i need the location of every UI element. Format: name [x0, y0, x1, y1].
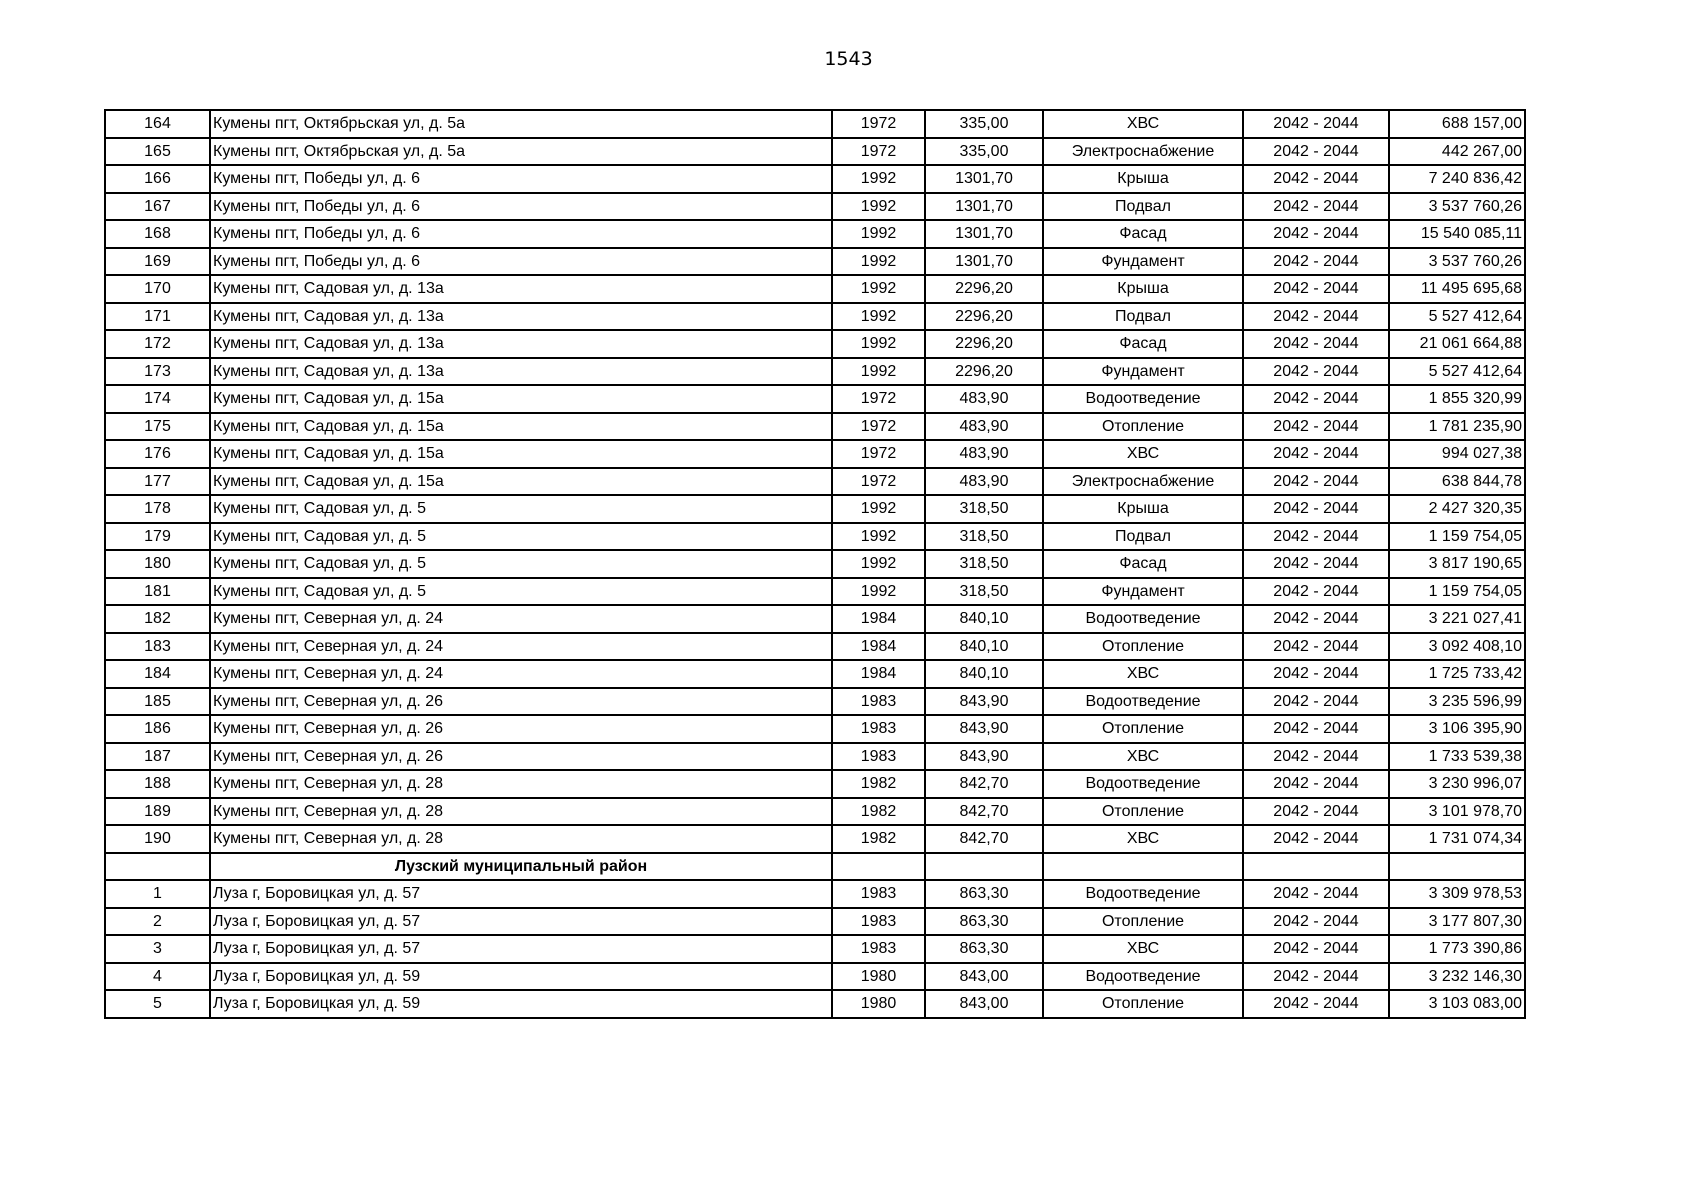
table-row [105, 495, 1525, 523]
address-cell: Кумены пгт, Садовая ул, д. 5 [210, 523, 832, 551]
table-row [105, 770, 1525, 798]
period-cell: 2042 - 2044 [1243, 303, 1389, 331]
table-row [105, 798, 1525, 826]
row-number-cell: 183 [105, 633, 210, 661]
row-number-cell: 185 [105, 688, 210, 716]
cost-cell: 1 725 733,42 [1389, 660, 1525, 688]
row-number-cell: 182 [105, 605, 210, 633]
row-number-cell: 164 [105, 110, 210, 138]
period-cell: 2042 - 2044 [1243, 468, 1389, 496]
cost-cell: 5 527 412,64 [1389, 303, 1525, 331]
area-cell: 840,10 [925, 633, 1043, 661]
period-cell: 2042 - 2044 [1243, 110, 1389, 138]
table-row [105, 550, 1525, 578]
address-cell: Кумены пгт, Садовая ул, д. 15а [210, 440, 832, 468]
area-cell: 2296,20 [925, 330, 1043, 358]
cost-cell: 3 092 408,10 [1389, 633, 1525, 661]
work-type-cell: Фундамент [1043, 248, 1243, 276]
table-row [105, 743, 1525, 771]
work-type-cell: Отопление [1043, 798, 1243, 826]
year-built-cell: 1983 [832, 908, 925, 936]
cost-cell: 1 731 074,34 [1389, 825, 1525, 853]
period-cell: 2042 - 2044 [1243, 825, 1389, 853]
period-cell: 2042 - 2044 [1243, 165, 1389, 193]
work-type-cell: Отопление [1043, 715, 1243, 743]
work-type-cell: Фасад [1043, 220, 1243, 248]
address-cell: Кумены пгт, Садовая ул, д. 13а [210, 330, 832, 358]
period-cell: 2042 - 2044 [1243, 715, 1389, 743]
year-built-cell: 1983 [832, 880, 925, 908]
table-row [105, 880, 1525, 908]
area-cell: 840,10 [925, 660, 1043, 688]
area-cell: 843,90 [925, 715, 1043, 743]
period-cell: 2042 - 2044 [1243, 440, 1389, 468]
row-number-cell: 176 [105, 440, 210, 468]
work-type-cell: Водоотведение [1043, 770, 1243, 798]
table-row [105, 468, 1525, 496]
work-type-cell: Водоотведение [1043, 605, 1243, 633]
cost-cell: 3 101 978,70 [1389, 798, 1525, 826]
year-built-cell: 1972 [832, 468, 925, 496]
work-type-cell: Водоотведение [1043, 963, 1243, 991]
section-title: Лузский муниципальный район [210, 853, 832, 881]
area-cell: 843,00 [925, 963, 1043, 991]
address-cell: Кумены пгт, Октябрьская ул, д. 5а [210, 138, 832, 166]
row-number-cell: 167 [105, 193, 210, 221]
area-cell: 483,90 [925, 468, 1043, 496]
year-built-cell: 1972 [832, 385, 925, 413]
area-cell: 843,00 [925, 990, 1043, 1018]
row-number-cell: 5 [105, 990, 210, 1018]
work-type-cell: Фундамент [1043, 578, 1243, 606]
cost-cell: 3 235 596,99 [1389, 688, 1525, 716]
work-type-cell: ХВС [1043, 110, 1243, 138]
area-cell: 1301,70 [925, 248, 1043, 276]
work-type-cell: ХВС [1043, 825, 1243, 853]
area-cell: 335,00 [925, 138, 1043, 166]
table-row [105, 275, 1525, 303]
area-cell: 843,90 [925, 688, 1043, 716]
period-cell: 2042 - 2044 [1243, 220, 1389, 248]
period-cell: 2042 - 2044 [1243, 138, 1389, 166]
row-number-cell: 187 [105, 743, 210, 771]
year-built-cell: 1983 [832, 715, 925, 743]
area-cell: 318,50 [925, 523, 1043, 551]
row-number-cell: 188 [105, 770, 210, 798]
area-cell: 1301,70 [925, 220, 1043, 248]
work-type-cell: ХВС [1043, 935, 1243, 963]
period-cell [1243, 853, 1389, 881]
cost-cell: 3 103 083,00 [1389, 990, 1525, 1018]
period-cell: 2042 - 2044 [1243, 248, 1389, 276]
cost-cell: 21 061 664,88 [1389, 330, 1525, 358]
work-type-cell: Отопление [1043, 413, 1243, 441]
cost-cell: 2 427 320,35 [1389, 495, 1525, 523]
year-built-cell: 1984 [832, 633, 925, 661]
cost-cell: 3 230 996,07 [1389, 770, 1525, 798]
cost-cell: 5 527 412,64 [1389, 358, 1525, 386]
year-built-cell: 1980 [832, 990, 925, 1018]
table-row [105, 330, 1525, 358]
year-built-cell: 1982 [832, 798, 925, 826]
table-row [105, 825, 1525, 853]
table-row [105, 413, 1525, 441]
table-row [105, 935, 1525, 963]
year-built-cell: 1992 [832, 495, 925, 523]
work-type-cell: Водоотведение [1043, 385, 1243, 413]
address-cell: Кумены пгт, Победы ул, д. 6 [210, 165, 832, 193]
area-cell: 318,50 [925, 495, 1043, 523]
row-number-cell: 174 [105, 385, 210, 413]
area-cell: 843,90 [925, 743, 1043, 771]
address-cell: Луза г, Боровицкая ул, д. 59 [210, 990, 832, 1018]
address-cell: Кумены пгт, Садовая ул, д. 15а [210, 385, 832, 413]
cost-cell: 1 159 754,05 [1389, 578, 1525, 606]
period-cell: 2042 - 2044 [1243, 413, 1389, 441]
period-cell: 2042 - 2044 [1243, 578, 1389, 606]
address-cell: Луза г, Боровицкая ул, д. 57 [210, 880, 832, 908]
work-type-cell: Подвал [1043, 303, 1243, 331]
address-cell: Кумены пгт, Садовая ул, д. 13а [210, 275, 832, 303]
address-cell: Кумены пгт, Садовая ул, д. 15а [210, 468, 832, 496]
row-number-cell: 177 [105, 468, 210, 496]
cost-cell: 1 855 320,99 [1389, 385, 1525, 413]
row-number-cell: 165 [105, 138, 210, 166]
work-type-cell: Фасад [1043, 550, 1243, 578]
year-built-cell: 1972 [832, 440, 925, 468]
work-type-cell: Электроснабжение [1043, 138, 1243, 166]
cost-cell: 3 309 978,53 [1389, 880, 1525, 908]
area-cell: 335,00 [925, 110, 1043, 138]
work-type-cell: Фасад [1043, 330, 1243, 358]
year-built-cell: 1992 [832, 165, 925, 193]
address-cell: Кумены пгт, Садовая ул, д. 13а [210, 303, 832, 331]
cost-cell: 3 537 760,26 [1389, 193, 1525, 221]
year-built-cell: 1982 [832, 770, 925, 798]
table-row [105, 523, 1525, 551]
period-cell: 2042 - 2044 [1243, 688, 1389, 716]
address-cell: Кумены пгт, Северная ул, д. 28 [210, 798, 832, 826]
address-cell: Кумены пгт, Северная ул, д. 28 [210, 770, 832, 798]
address-cell: Луза г, Боровицкая ул, д. 59 [210, 963, 832, 991]
table-row [105, 385, 1525, 413]
table-row [105, 110, 1525, 138]
area-cell: 318,50 [925, 578, 1043, 606]
year-built-cell: 1992 [832, 523, 925, 551]
address-cell: Кумены пгт, Садовая ул, д. 5 [210, 495, 832, 523]
row-number-cell: 180 [105, 550, 210, 578]
work-type-cell: Подвал [1043, 523, 1243, 551]
address-cell: Кумены пгт, Победы ул, д. 6 [210, 193, 832, 221]
cost-cell: 1 773 390,86 [1389, 935, 1525, 963]
cost-cell: 3 232 146,30 [1389, 963, 1525, 991]
period-cell: 2042 - 2044 [1243, 990, 1389, 1018]
area-cell: 842,70 [925, 798, 1043, 826]
data-table [104, 109, 1526, 1019]
period-cell: 2042 - 2044 [1243, 523, 1389, 551]
area-cell [925, 853, 1043, 881]
table-row [105, 578, 1525, 606]
area-cell: 842,70 [925, 825, 1043, 853]
address-cell: Кумены пгт, Победы ул, д. 6 [210, 220, 832, 248]
row-number-cell: 169 [105, 248, 210, 276]
row-number-cell: 184 [105, 660, 210, 688]
year-built-cell: 1972 [832, 413, 925, 441]
page-number: 1543 [824, 48, 873, 70]
year-built-cell: 1972 [832, 138, 925, 166]
cost-cell [1389, 853, 1525, 881]
work-type-cell: Крыша [1043, 495, 1243, 523]
work-type-cell [1043, 853, 1243, 881]
row-number-cell: 175 [105, 413, 210, 441]
address-cell: Кумены пгт, Северная ул, д. 26 [210, 688, 832, 716]
cost-cell: 1 159 754,05 [1389, 523, 1525, 551]
period-cell: 2042 - 2044 [1243, 963, 1389, 991]
address-cell: Кумены пгт, Северная ул, д. 24 [210, 660, 832, 688]
work-type-cell: Крыша [1043, 275, 1243, 303]
area-cell: 483,90 [925, 440, 1043, 468]
work-type-cell: Подвал [1043, 193, 1243, 221]
year-built-cell: 1992 [832, 193, 925, 221]
row-number-cell: 178 [105, 495, 210, 523]
year-built-cell [832, 853, 925, 881]
area-cell: 863,30 [925, 935, 1043, 963]
period-cell: 2042 - 2044 [1243, 495, 1389, 523]
year-built-cell: 1982 [832, 825, 925, 853]
area-cell: 2296,20 [925, 358, 1043, 386]
period-cell: 2042 - 2044 [1243, 633, 1389, 661]
year-built-cell: 1980 [832, 963, 925, 991]
table-row [105, 715, 1525, 743]
cost-cell: 3 177 807,30 [1389, 908, 1525, 936]
period-cell: 2042 - 2044 [1243, 660, 1389, 688]
year-built-cell: 1992 [832, 275, 925, 303]
table-row [105, 908, 1525, 936]
row-number-cell: 170 [105, 275, 210, 303]
row-number-cell: 4 [105, 963, 210, 991]
row-number-cell: 190 [105, 825, 210, 853]
row-number-cell: 172 [105, 330, 210, 358]
cost-cell: 638 844,78 [1389, 468, 1525, 496]
cost-cell: 3 817 190,65 [1389, 550, 1525, 578]
cost-cell: 442 267,00 [1389, 138, 1525, 166]
address-cell: Кумены пгт, Садовая ул, д. 5 [210, 550, 832, 578]
period-cell: 2042 - 2044 [1243, 935, 1389, 963]
table-body [105, 110, 1525, 1018]
table-row [105, 248, 1525, 276]
work-type-cell: Отопление [1043, 908, 1243, 936]
work-type-cell: Водоотведение [1043, 880, 1243, 908]
year-built-cell: 1992 [832, 248, 925, 276]
area-cell: 1301,70 [925, 165, 1043, 193]
table-row [105, 633, 1525, 661]
period-cell: 2042 - 2044 [1243, 605, 1389, 633]
row-number-cell: 179 [105, 523, 210, 551]
address-cell: Кумены пгт, Октябрьская ул, д. 5а [210, 110, 832, 138]
year-built-cell: 1972 [832, 110, 925, 138]
year-built-cell: 1984 [832, 660, 925, 688]
period-cell: 2042 - 2044 [1243, 358, 1389, 386]
area-cell: 2296,20 [925, 303, 1043, 331]
cost-cell: 15 540 085,11 [1389, 220, 1525, 248]
address-cell: Кумены пгт, Северная ул, д. 26 [210, 743, 832, 771]
table-row [105, 358, 1525, 386]
cost-cell: 994 027,38 [1389, 440, 1525, 468]
period-cell: 2042 - 2044 [1243, 798, 1389, 826]
address-cell: Кумены пгт, Победы ул, д. 6 [210, 248, 832, 276]
year-built-cell: 1983 [832, 743, 925, 771]
year-built-cell: 1992 [832, 550, 925, 578]
row-number-cell: 2 [105, 908, 210, 936]
area-cell: 863,30 [925, 880, 1043, 908]
table-row [105, 990, 1525, 1018]
table-row [105, 138, 1525, 166]
row-number-cell: 1 [105, 880, 210, 908]
address-cell: Кумены пгт, Северная ул, д. 24 [210, 633, 832, 661]
period-cell: 2042 - 2044 [1243, 330, 1389, 358]
period-cell: 2042 - 2044 [1243, 385, 1389, 413]
area-cell: 483,90 [925, 385, 1043, 413]
row-number-cell: 186 [105, 715, 210, 743]
cost-cell: 3 106 395,90 [1389, 715, 1525, 743]
row-number-cell: 189 [105, 798, 210, 826]
period-cell: 2042 - 2044 [1243, 880, 1389, 908]
table-row [105, 165, 1525, 193]
work-type-cell: Отопление [1043, 990, 1243, 1018]
period-cell: 2042 - 2044 [1243, 743, 1389, 771]
table-row [105, 440, 1525, 468]
period-cell: 2042 - 2044 [1243, 770, 1389, 798]
period-cell: 2042 - 2044 [1243, 275, 1389, 303]
table-row [105, 220, 1525, 248]
table-row [105, 688, 1525, 716]
section-header-row [105, 853, 1525, 881]
area-cell: 840,10 [925, 605, 1043, 633]
row-number-cell: 173 [105, 358, 210, 386]
area-cell: 318,50 [925, 550, 1043, 578]
work-type-cell: ХВС [1043, 660, 1243, 688]
work-type-cell: Водоотведение [1043, 688, 1243, 716]
address-cell: Кумены пгт, Северная ул, д. 28 [210, 825, 832, 853]
cost-cell: 3 537 760,26 [1389, 248, 1525, 276]
area-cell: 2296,20 [925, 275, 1043, 303]
year-built-cell: 1992 [832, 358, 925, 386]
table-row [105, 193, 1525, 221]
work-type-cell: Электроснабжение [1043, 468, 1243, 496]
cost-cell: 1 781 235,90 [1389, 413, 1525, 441]
table-row [105, 963, 1525, 991]
cost-cell: 7 240 836,42 [1389, 165, 1525, 193]
cost-cell: 1 733 539,38 [1389, 743, 1525, 771]
area-cell: 1301,70 [925, 193, 1043, 221]
address-cell: Кумены пгт, Северная ул, д. 26 [210, 715, 832, 743]
work-type-cell: ХВС [1043, 743, 1243, 771]
row-number-cell: 181 [105, 578, 210, 606]
row-number-cell: 166 [105, 165, 210, 193]
address-cell: Луза г, Боровицкая ул, д. 57 [210, 908, 832, 936]
year-built-cell: 1983 [832, 688, 925, 716]
address-cell: Кумены пгт, Садовая ул, д. 5 [210, 578, 832, 606]
period-cell: 2042 - 2044 [1243, 908, 1389, 936]
address-cell: Кумены пгт, Садовая ул, д. 15а [210, 413, 832, 441]
area-cell: 863,30 [925, 908, 1043, 936]
year-built-cell: 1992 [832, 220, 925, 248]
row-number-cell: 168 [105, 220, 210, 248]
address-cell: Кумены пгт, Садовая ул, д. 13а [210, 358, 832, 386]
row-number-cell: 171 [105, 303, 210, 331]
cost-cell: 11 495 695,68 [1389, 275, 1525, 303]
work-type-cell: Отопление [1043, 633, 1243, 661]
work-type-cell: ХВС [1043, 440, 1243, 468]
work-type-cell: Фундамент [1043, 358, 1243, 386]
cost-cell: 3 221 027,41 [1389, 605, 1525, 633]
year-built-cell: 1992 [832, 578, 925, 606]
period-cell: 2042 - 2044 [1243, 550, 1389, 578]
row-number-cell: 3 [105, 935, 210, 963]
cost-cell: 688 157,00 [1389, 110, 1525, 138]
work-type-cell: Крыша [1043, 165, 1243, 193]
year-built-cell: 1992 [832, 303, 925, 331]
area-cell: 842,70 [925, 770, 1043, 798]
year-built-cell: 1984 [832, 605, 925, 633]
year-built-cell: 1992 [832, 330, 925, 358]
address-cell: Луза г, Боровицкая ул, д. 57 [210, 935, 832, 963]
table-row [105, 605, 1525, 633]
year-built-cell: 1983 [832, 935, 925, 963]
table-row [105, 660, 1525, 688]
address-cell: Кумены пгт, Северная ул, д. 24 [210, 605, 832, 633]
area-cell: 483,90 [925, 413, 1043, 441]
table-row [105, 303, 1525, 331]
period-cell: 2042 - 2044 [1243, 193, 1389, 221]
row-number-cell [105, 853, 210, 881]
